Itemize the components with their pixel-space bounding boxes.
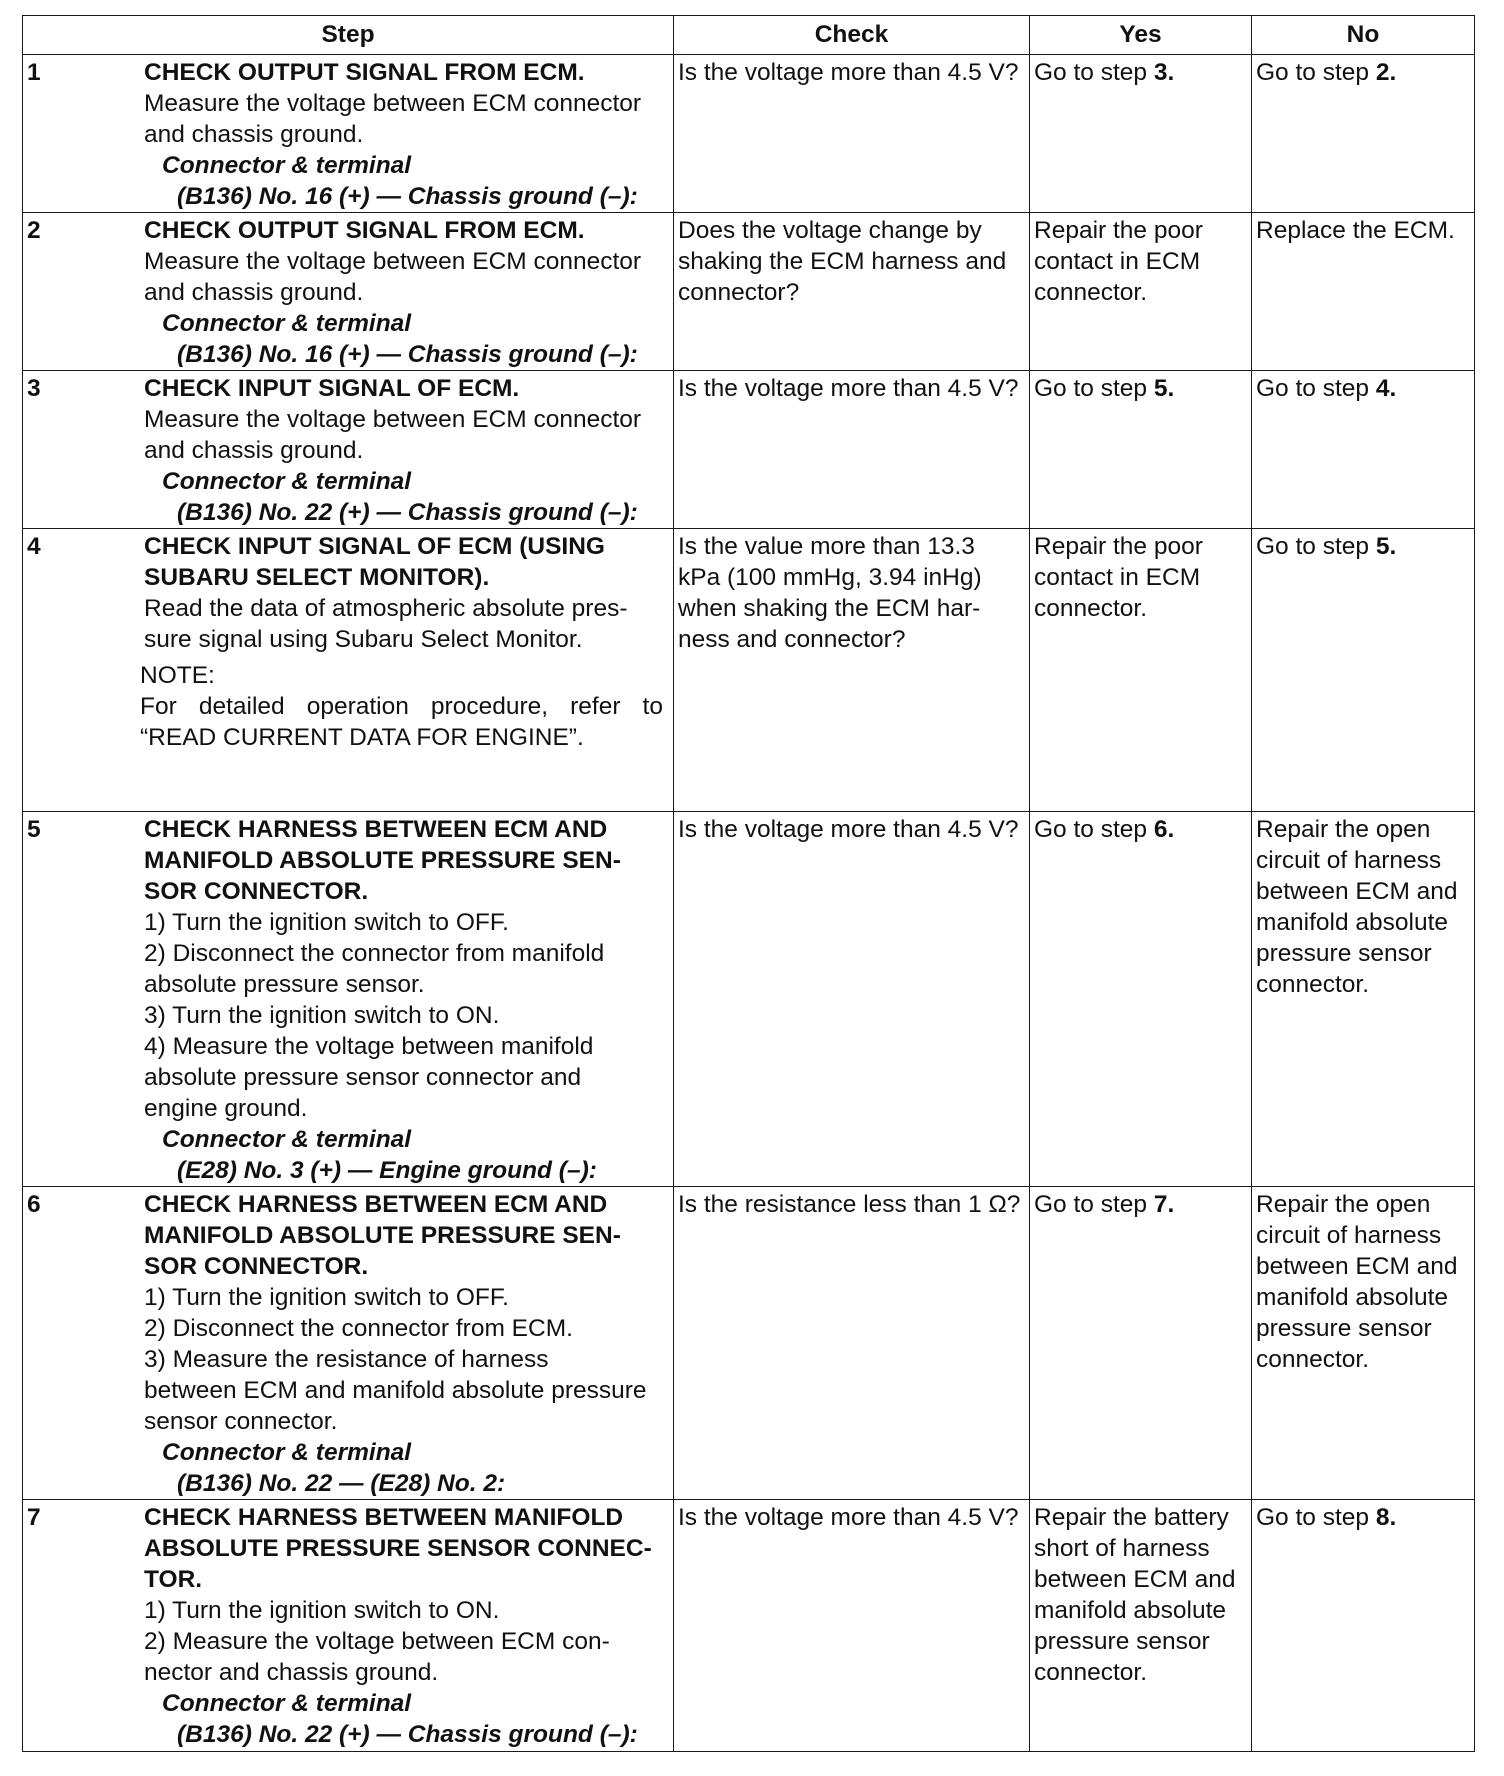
step-line: nector and chassis ground. xyxy=(144,1659,439,1686)
check-text: Is the resistance less than 1 Ω? xyxy=(678,1191,1021,1218)
diagnostic-table xyxy=(22,15,1475,1752)
yes-step-ref: 3. xyxy=(1153,59,1175,86)
no-cell xyxy=(1252,1500,1475,1752)
yes-text: Go to step xyxy=(1034,1191,1154,1218)
step-title: CHECK OUTPUT SIGNAL FROM ECM. xyxy=(144,59,585,86)
no-step-ref: 8. xyxy=(1375,1504,1397,1531)
step-line: and chassis ground. xyxy=(144,279,364,306)
check-cell xyxy=(674,1500,1030,1752)
step-title: SUBARU SELECT MONITOR). xyxy=(144,564,490,591)
step-line: 3) Turn the ignition switch to ON. xyxy=(144,1002,500,1029)
step-cell xyxy=(23,371,674,529)
step-line: absolute pressure sensor connector and xyxy=(144,1064,582,1091)
no-text: Go to step xyxy=(1256,1504,1376,1531)
connector-label: Connector & terminal xyxy=(162,468,412,495)
step-cell xyxy=(23,529,674,812)
step-line: and chassis ground. xyxy=(144,121,364,148)
check-text: Is the voltage more than 4.5 V? xyxy=(678,375,1019,402)
step-title: CHECK HARNESS BETWEEN MANIFOLD xyxy=(144,1504,624,1531)
yes-text: Repair the poor contact in ECM connector. xyxy=(1034,217,1203,306)
step-line: 1) Turn the ignition switch to ON. xyxy=(144,1597,500,1624)
step-cell xyxy=(23,812,674,1187)
step-line: and chassis ground. xyxy=(144,437,364,464)
no-text: Go to step xyxy=(1256,533,1376,560)
yes-text: Repair the poor contact in ECM connector. xyxy=(1034,533,1203,622)
step-cell xyxy=(23,1187,674,1500)
yes-text: Go to step xyxy=(1034,59,1154,86)
step-number: 4 xyxy=(27,533,41,560)
yes-cell xyxy=(1030,213,1252,371)
connector-label: Connector & terminal xyxy=(162,1690,412,1717)
no-cell xyxy=(1252,371,1475,529)
no-text: Repair the open circuit of harness between ECM and manifold absolute pressure sensor connector. xyxy=(1256,1191,1458,1373)
step-line: 3) Measure the resistance of harness xyxy=(144,1346,549,1373)
connector-label: Connector & terminal xyxy=(162,310,412,337)
yes-cell xyxy=(1030,55,1252,213)
no-cell xyxy=(1252,213,1475,371)
yes-cell xyxy=(1030,1187,1252,1500)
no-text: Go to step xyxy=(1256,59,1376,86)
no-step-ref: 5. xyxy=(1375,533,1397,560)
table-row xyxy=(23,1500,1475,1752)
step-line: engine ground. xyxy=(144,1095,308,1122)
table-row xyxy=(23,55,1475,213)
check-text: Is the voltage more than 4.5 V? xyxy=(678,59,1019,86)
note-heading: NOTE: xyxy=(140,662,215,689)
step-line: 1) Turn the ignition switch to OFF. xyxy=(144,909,509,936)
yes-cell xyxy=(1030,371,1252,529)
step-title: SOR CONNECTOR. xyxy=(144,878,369,905)
table-row xyxy=(23,529,1475,812)
no-text: Go to step xyxy=(1256,375,1376,402)
header-yes: Yes xyxy=(1030,16,1252,55)
connector-value: (B136) No. 16 (+) — Chassis ground (–): xyxy=(177,183,638,210)
table-row xyxy=(23,213,1475,371)
no-cell xyxy=(1252,529,1475,812)
step-number: 1 xyxy=(27,59,41,86)
connector-label: Connector & terminal xyxy=(162,1126,412,1153)
step-title: TOR. xyxy=(144,1566,203,1593)
yes-cell xyxy=(1030,812,1252,1187)
step-line: Read the data of atmospheric absolute pres- xyxy=(144,595,628,622)
check-cell xyxy=(674,812,1030,1187)
table-row xyxy=(23,812,1475,1187)
check-text: Is the value more than 13.3 kPa (100 mmHg, 3.94 inHg) when shaking the ECM har-ness and connector? xyxy=(678,533,982,653)
step-line: Measure the voltage between ECM connector xyxy=(144,248,642,275)
no-cell xyxy=(1252,1187,1475,1500)
check-text: Is the voltage more than 4.5 V? xyxy=(678,816,1019,843)
yes-step-ref: 7. xyxy=(1153,1191,1175,1218)
step-title: CHECK INPUT SIGNAL OF ECM. xyxy=(144,375,520,402)
check-cell xyxy=(674,55,1030,213)
check-text: Is the voltage more than 4.5 V? xyxy=(678,1504,1019,1531)
step-title: CHECK INPUT SIGNAL OF ECM (USING xyxy=(144,533,605,560)
step-line: sensor connector. xyxy=(144,1408,338,1435)
step-line: Measure the voltage between ECM connector xyxy=(144,90,642,117)
step-line: 2) Disconnect the connector from ECM. xyxy=(144,1315,573,1342)
step-title: CHECK HARNESS BETWEEN ECM AND xyxy=(144,816,608,843)
connector-value: (B136) No. 22 (+) — Chassis ground (–): xyxy=(177,1721,638,1748)
step-line: Measure the voltage between ECM connector xyxy=(144,406,642,433)
connector-value: (E28) No. 3 (+) — Engine ground (–): xyxy=(177,1157,597,1184)
yes-text: Go to step xyxy=(1034,375,1154,402)
yes-step-ref: 6. xyxy=(1153,816,1175,843)
header-step: Step xyxy=(23,16,674,55)
step-title: CHECK HARNESS BETWEEN ECM AND xyxy=(144,1191,608,1218)
step-line: 2) Disconnect the connector from manifold xyxy=(144,940,605,967)
header-row xyxy=(23,16,1475,55)
yes-cell xyxy=(1030,529,1252,812)
step-number: 5 xyxy=(27,816,41,843)
step-line: sure signal using Subaru Select Monitor. xyxy=(144,626,583,653)
step-number: 3 xyxy=(27,375,41,402)
check-cell xyxy=(674,529,1030,812)
connector-value: (B136) No. 22 (+) — Chassis ground (–): xyxy=(177,499,638,526)
step-line: between ECM and manifold absolute pressure xyxy=(144,1377,647,1404)
step-cell xyxy=(23,213,674,371)
step-cell xyxy=(23,55,674,213)
step-line: 2) Measure the voltage between ECM con- xyxy=(144,1628,610,1655)
step-line: absolute pressure sensor. xyxy=(144,971,425,998)
no-step-ref: 2. xyxy=(1375,59,1397,86)
check-cell xyxy=(674,1187,1030,1500)
no-cell xyxy=(1252,812,1475,1187)
no-cell xyxy=(1252,55,1475,213)
no-text: Repair the open circuit of harness between ECM and manifold absolute pressure sensor connector. xyxy=(1256,816,1458,998)
step-line: 1) Turn the ignition switch to OFF. xyxy=(144,1284,509,1311)
step-number: 2 xyxy=(27,217,41,244)
check-cell xyxy=(674,371,1030,529)
step-title: MANIFOLD ABSOLUTE PRESSURE SEN- xyxy=(144,1222,621,1249)
step-title: CHECK OUTPUT SIGNAL FROM ECM. xyxy=(144,217,585,244)
connector-label: Connector & terminal xyxy=(162,1439,412,1466)
yes-text: Repair the battery short of harness between ECM and manifold absolute pressure sensor connector. xyxy=(1034,1504,1236,1686)
yes-step-ref: 5. xyxy=(1153,375,1175,402)
no-step-ref: 4. xyxy=(1375,375,1397,402)
yes-text: Go to step xyxy=(1034,816,1154,843)
step-title: MANIFOLD ABSOLUTE PRESSURE SEN- xyxy=(144,847,621,874)
header-check: Check xyxy=(674,16,1030,55)
check-cell xyxy=(674,213,1030,371)
header-no: No xyxy=(1252,16,1475,55)
step-title: ABSOLUTE PRESSURE SENSOR CONNEC- xyxy=(144,1535,652,1562)
no-text: Replace the ECM. xyxy=(1256,217,1455,244)
step-line: 4) Measure the voltage between manifold xyxy=(144,1033,594,1060)
connector-label: Connector & terminal xyxy=(162,152,412,179)
note-body: For detailed operation procedure, refer to “READ CURRENT DATA FOR ENGINE”. xyxy=(140,693,663,751)
check-text: Does the voltage change by shaking the ECM harness and connector? xyxy=(678,217,1007,306)
connector-value: (B136) No. 16 (+) — Chassis ground (–): xyxy=(177,341,638,368)
table-row xyxy=(23,371,1475,529)
yes-cell xyxy=(1030,1500,1252,1752)
step-number: 6 xyxy=(27,1191,41,1218)
connector-value: (B136) No. 22 — (E28) No. 2: xyxy=(177,1470,506,1497)
step-title: SOR CONNECTOR. xyxy=(144,1253,369,1280)
step-cell xyxy=(23,1500,674,1752)
step-number: 7 xyxy=(27,1504,41,1531)
table-row xyxy=(23,1187,1475,1500)
